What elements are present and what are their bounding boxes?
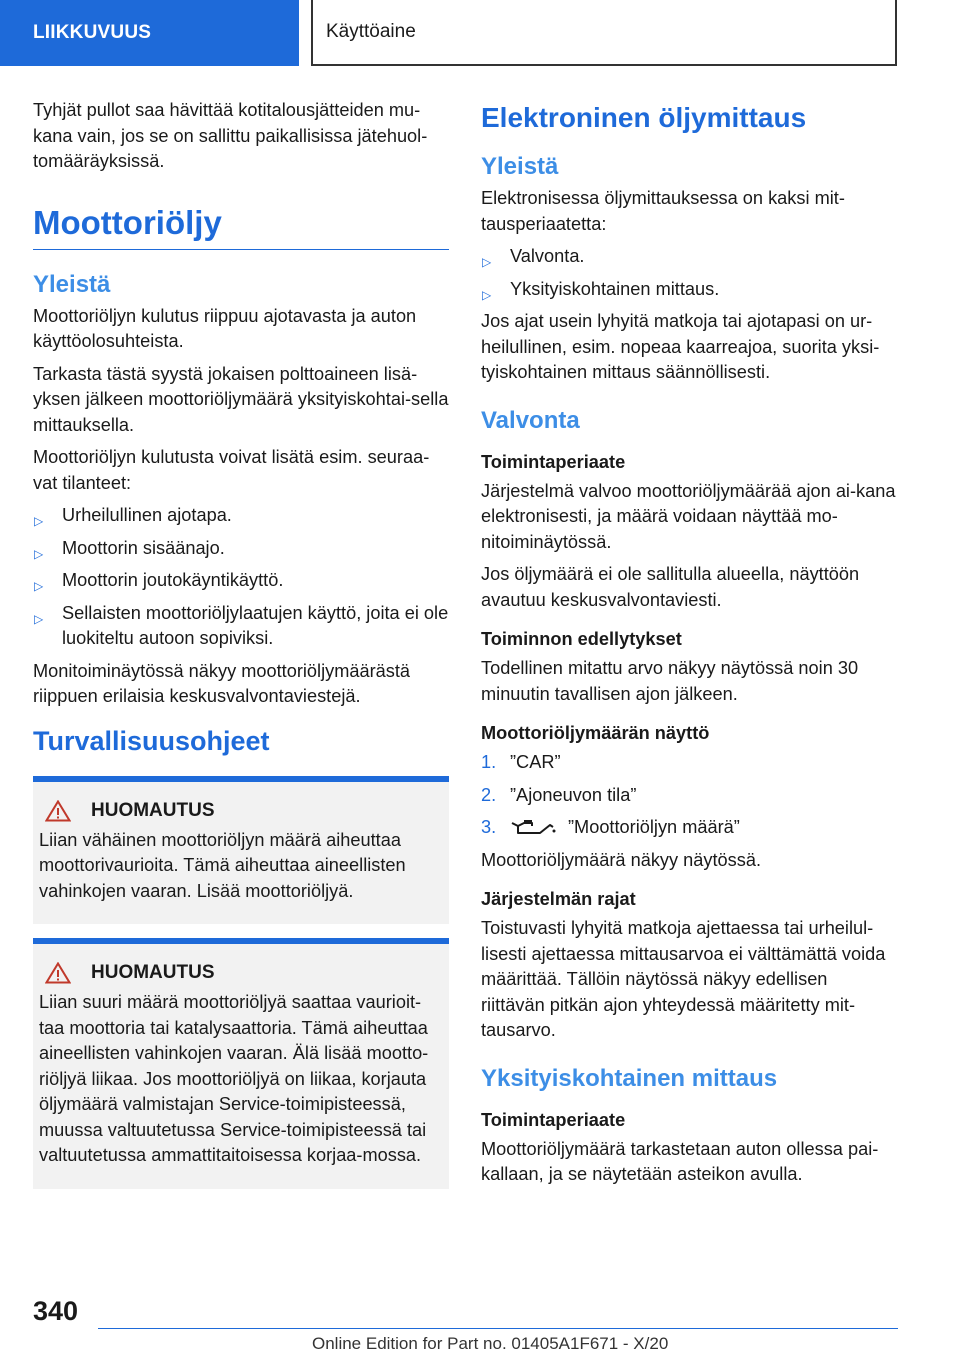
- warning-box: [33, 938, 449, 1189]
- subsubheading-prerequisites: Toiminnon edellytykset: [481, 629, 682, 649]
- paragraph: Moottoriöljymäärä näkyy näytössä.: [481, 849, 762, 870]
- subsubheading-principle: Toimintaperiaate: [481, 1109, 626, 1130]
- triangle-bullet-icon: ▷: [34, 514, 44, 528]
- paragraph: Moottoriöljyn kulutusta voivat lisätä esim. seuraa-vat tilanteet:: [33, 447, 430, 493]
- footer-edition: Online Edition for Part no. 01405A1F671 - X/20: [312, 1334, 669, 1353]
- section-title-electronic-oil: Elektroninen öljymittaus: [481, 102, 807, 133]
- subsubheading-display: Moottoriöljymäärän näyttö: [481, 723, 710, 743]
- warning-header: HUOMAUTUS: [39, 800, 441, 822]
- subheading-general: Yleistä: [33, 270, 111, 298]
- list-item: 2. ”Ajoneuvon tila”: [481, 784, 637, 805]
- footer-divider: [98, 1328, 898, 1329]
- triangle-bullet-icon: ▷: [34, 546, 44, 561]
- right-column: [481, 98, 896, 1195]
- page-number: 340: [33, 1296, 79, 1326]
- paragraph: Moottoriöljymäärä tarkastetaan auton ollessa pai-kallaan, ja se näytetään asteikon avulla.: [481, 1138, 879, 1184]
- display-steps-list: [481, 750, 896, 841]
- triangle-bullet-icon: ▷: [482, 287, 492, 302]
- paragraph: Jos öljymäärä ei ole sallitulla alueella, näyttöön avautuu keskusvalvontaviesti.: [481, 564, 860, 610]
- measurement-principles-list: [481, 244, 896, 302]
- paragraph: Moottoriöljyn kulutus riippuu ajotavasta ja auton käyttöolosuhteista.: [33, 305, 417, 351]
- triangle-bullet-icon: ▷: [34, 579, 44, 593]
- subsubheading-principle: Toimintaperiaate: [481, 451, 626, 472]
- list-item: 3. ”Moottoriöljyn määrä”: [481, 817, 740, 837]
- consumption-factors-list: [33, 503, 449, 652]
- list-item: ▷ Yksityiskohtainen mittaus.: [481, 277, 896, 303]
- subheading-general: Yleistä: [481, 153, 559, 180]
- paragraph: Elektronisessa öljymittauksessa on kaksi mit-tausperiaatetta:: [481, 188, 845, 234]
- warning-box: [33, 776, 449, 925]
- oil-can-icon: [510, 818, 556, 838]
- list-item: 1. ”CAR”: [481, 752, 561, 772]
- list-item: ▷ Moottorin joutokäyntikäyttö.: [33, 568, 449, 594]
- chapter-tab: Käyttöaine: [311, 0, 897, 66]
- warning-text: Liian vähäinen moottoriöljyn määrä aiheuttaa moottorivaurioita. Tämä aiheuttaa aineellisten vahinkojen vaaran. Lisää moottoriöljyä.: [39, 829, 406, 901]
- list-item: ▷ Valvonta.: [481, 244, 896, 270]
- subheading-monitoring: Valvonta: [481, 406, 580, 434]
- section-title-engine-oil: Moottoriöljy: [33, 203, 449, 250]
- subheading-safety: Turvallisuusohjeet: [33, 725, 270, 756]
- triangle-bullet-icon: ▷: [34, 611, 44, 626]
- list-item: ▷ Sellaisten moottoriöljylaatujen käyttö, joita ei ole luokiteltu autoon sopiviksi.: [34, 602, 449, 648]
- warning-triangle-icon: [45, 962, 71, 984]
- subsubheading-limits: Järjestelmän rajat: [481, 889, 636, 909]
- intro-paragraph: Tyhjät pullot saa hävittää kotitalousjätteiden mu-kana vain, jos se on sallittu paikallisissa jätehuol-tomääräyksissä.: [33, 100, 428, 171]
- paragraph: Jos ajat usein lyhyitä matkoja tai ajotapasi on ur-heilullinen, esim. nopeaa kaarreajoa, suorita yksi-tyiskohtainen mittaus säännöllisesti.: [481, 311, 880, 382]
- paragraph: Monitoiminäytössä näkyy moottoriöljymäärästä riippuen erilaisia keskusvalvontaviestejä.: [33, 660, 411, 706]
- subheading-detailed-measurement: Yksityiskohtainen mittaus: [481, 1064, 778, 1092]
- warning-text: Liian suuri määrä moottoriöljyä saattaa vaurioit-taa moottoria tai katalysaattoria. Tämä aiheuttaa aineellisten vahinkojen vaaran. Älä lisää mootto-riöljyä liikaa. Jos moottoriöljyä on liikaa, korjauta öljymäärä valmistajan Service-toimipisteessä, muussa valtuutetussa Service-toimipisteessä tai valtuutetussa ammattitaitoisessa korjaa-mossa.: [39, 992, 429, 1165]
- list-item: ▷ Urheilullinen ajotapa.: [33, 503, 449, 529]
- list-item: ▷ Moottorin sisäänajo.: [33, 536, 449, 562]
- paragraph: Toistuvasti lyhyitä matkoja ajettaessa tai urheilul-lisesti ajettaessa mittausarvoa ei välttämättä voida määrittää. Tällöin näytössä näkyy edellisen riittävän pitkän ajon yhteydessä määritetty mit-tausarvo.: [481, 918, 886, 1040]
- section-tab: LIIKKUVUUS: [0, 0, 299, 66]
- paragraph: Todellinen mitattu arvo näkyy näytössä noin 30 minuutin tavallisen ajon jälkeen.: [481, 658, 859, 704]
- warning-triangle-icon: [45, 800, 71, 822]
- left-column: [33, 98, 449, 1189]
- paragraph: Tarkasta tästä syystä jokaisen polttoaineen lisä-yksen jälkeen moottoriöljymäärä yksityiskohtai-sella mittauksella.: [33, 363, 449, 435]
- warning-header: HUOMAUTUS: [39, 962, 441, 984]
- triangle-bullet-icon: ▷: [482, 255, 492, 269]
- paragraph: Järjestelmä valvoo moottoriöljymäärää ajon ai-kana elektronisesti, ja määrä voidaan näyttää mo-nitoiminäytössä.: [481, 480, 896, 552]
